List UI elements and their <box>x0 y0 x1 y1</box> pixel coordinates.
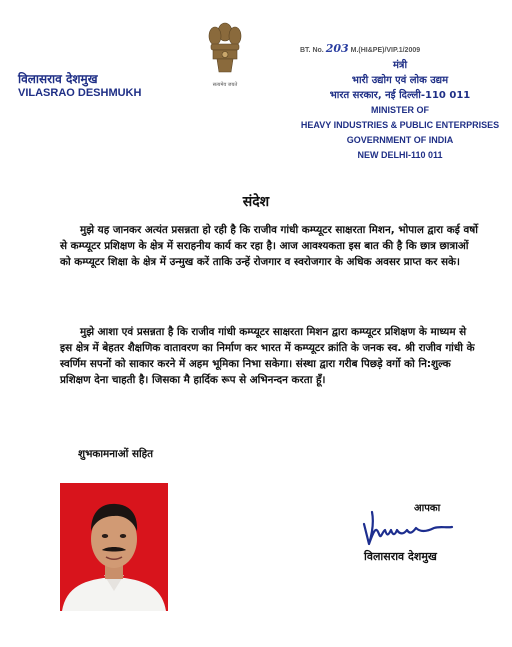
designation-hindi: मंत्री <box>392 60 408 71</box>
letter-paragraph-1: मुझे यह जानकर अत्यंत प्रसन्नता हो रही है कि राजीव गांधी कम्प्यूटर साक्षरता मिशन, भोपाल द्वारा कई वर्षो से कम्प्यूटर प्रशिक्षण के क्षेत्र में सराहनीय कार्य कर रहा है। आज आवश्यकता इस बात की है कि छात्र छात्राओं को कम्प्यूटर शिक्षा के क्षेत्र में उन्मुख करें ताकि उन्हें रोजगार व स्वरोजगार के अधिक अवसर प्राप्त कर सके। <box>60 224 478 268</box>
letter-paragraph-2: मुझे आशा एवं प्रसन्नता है कि राजीव गांधी कम्प्यूटर साक्षरता मिशन द्वारा कम्प्यूटर प्रशिक्षण के माध्यम से इस क्षेत्र में बेहतर शैक्षणिक वातावरण का निर्माण कर भारत में कम्प्यूटर क्रांति के जनक स्व. श्री राजीव गांधी के स्वर्णिम सपनों को साकार करने में अहम भूमिका निभा सकेगा। संस्था द्वारा गरीब पिछड़े वर्गो को नि:शुल्क प्रशिक्षण देना चाहती है। जिसका मै हार्दिक रूप से अभिनन्दन करता हूँ। <box>60 326 475 386</box>
closing-wishes: शुभकामनाओं सहित <box>78 448 154 460</box>
national-emblem-icon <box>205 20 245 82</box>
ministry-hindi: भारी उद्योग एवं लोक उद्यम <box>351 75 449 86</box>
government-hindi: भारत सरकार, नई दिल्ली-110 011 <box>329 90 471 101</box>
ministry-english: HEAVY INDUSTRIES & PUBLIC ENTERPRISES <box>300 120 500 130</box>
sign-off: आपका <box>414 503 441 514</box>
signatory-name: विलासराव देशमुख <box>364 550 437 563</box>
sender-name-english: VILASRAO DESHMUKH <box>18 87 142 99</box>
government-english: GOVERNMENT OF INDIA <box>346 135 454 145</box>
portrait-photo <box>60 483 168 611</box>
office-address <box>300 58 500 163</box>
designation-english: MINISTER OF <box>371 105 429 115</box>
reference-suffix: M.(HI&PE)/VIP.1/2009 <box>350 47 421 54</box>
sender-name-hindi: विलासराव देशमुख <box>18 72 98 86</box>
city-english: NEW DELHI-110 011 <box>357 150 443 160</box>
reference-number <box>300 42 420 55</box>
handwritten-signature <box>360 508 460 550</box>
emblem-caption: सत्यमेव जयते <box>212 82 238 88</box>
reference-handwritten-number: 203 <box>325 42 349 55</box>
reference-prefix: BT. No. <box>300 47 324 54</box>
letter-title: संदेश <box>242 194 270 210</box>
